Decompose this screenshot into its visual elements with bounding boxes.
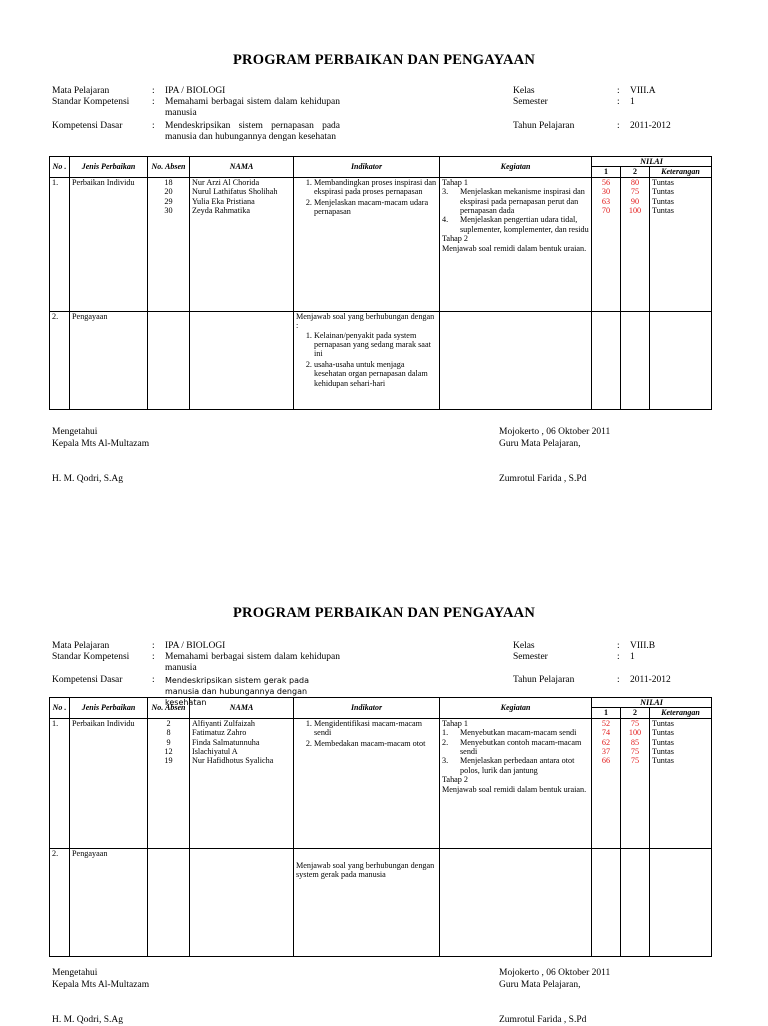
table-row — [50, 311, 712, 409]
row-nilai-2: 80 75 90 100 — [621, 177, 650, 311]
tahun-label: Tahun Pelajaran — [513, 675, 575, 685]
sign-left-2: Kepala Mts Al-Multazam — [52, 439, 150, 449]
kelas-value: VIII.A — [630, 86, 656, 96]
row-keterangan: Tuntas Tuntas Tuntas Tuntas Tuntas — [650, 718, 712, 848]
mapel-label: Mata Pelajaran — [52, 86, 110, 96]
header-kegiatan: Kegiatan — [440, 698, 592, 719]
sign-right-2: Guru Mata Pelajaran, — [499, 980, 581, 990]
kd-value: Mendeskripsikan sistem pernapasan pada manusia dan hubungannya dengan kesehatan — [165, 121, 340, 142]
sign-left-1: Mengetahui — [52, 427, 98, 437]
sign-left-2: Kepala Mts Al-Multazam — [52, 980, 150, 990]
sign-left-1: Mengetahui — [52, 968, 98, 978]
header-absen: No. Absen — [148, 698, 190, 719]
header-jenis: Jenis Perbaikan — [70, 698, 148, 719]
header-no: No . — [50, 698, 70, 719]
sign-right-1: Mojokerto , 06 Oktober 2011 — [499, 968, 611, 978]
header-indikator: Indikator — [294, 157, 440, 178]
table-row — [50, 848, 712, 956]
table-row — [50, 177, 712, 311]
document-page-2: PROGRAM PERBAIKAN DAN PENGAYAAN Mata Pelajaran : IPA / BIOLOGI Standar Kompetensi : Memahami berbagai sistem dalam kehidupan manusia Kompetensi Dasar : Mendeskripsikan sistem gerak pada manusia dan hubungannya dengan kesehatan Kelas : VIII.B Semester : 1 Tahun Pelajaran : 2011-2012 No . Jenis Perbaikan No. Absen NAMA Indikator Kegiatan NILAI 1 2 Keterangan 1. Perbaikan Individu 2 8 9 12 19 Alfiyanti Zulfaizah Fatimatuz Zahro Finda Salmatunnuha Islachiyatul A Nur Hafidhotus Syalicha 1. Mengidentifikasi macam-macam sendi 2. Membedakan macam-macam otot Tahap 1 1. Menyebutkan macam-macam sendi 2. Menyebutkan contoh macam-macam sendi 3. Menjelaskan perbedaan antara otot polos, lurik dan jantung Tahap 2 Menjawab soal remidi dalam bentuk uraian. 52 74 62 37 66 75 100 85 75 75 Tuntas Tuntas Tuntas Tuntas Tuntas 2. Pengayaan Menjawab soal yang berhubungan dengan system gerak pada manusia Mengetahui Kepala Mts Al-Multazam H. M. Qodri, S.Ag Mojokerto , 06 Oktober 2011 Guru Mata Pelajaran, Zumrotul Farida , S.Pd — [0, 512, 768, 1024]
table-row — [50, 718, 712, 848]
row-no: 1. — [50, 177, 70, 311]
kd-value: Mendeskripsikan sistem gerak pada manusia dan hubungannya dengan kesehatan — [165, 676, 309, 707]
row-jenis: Pengayaan — [70, 311, 148, 409]
header-nama: NAMA — [190, 157, 294, 178]
header-absen: No. Absen — [148, 157, 190, 178]
row-no: 1. — [50, 718, 70, 848]
header-nilai: NILAI — [592, 157, 712, 167]
sk-label: Standar Kompetensi — [52, 97, 130, 107]
row-nama: Alfiyanti Zulfaizah Fatimatuz Zahro Finda Salmatunnuha Islachiyatul A Nur Hafidhotus Syalicha — [190, 718, 294, 848]
header-kegiatan: Kegiatan — [440, 157, 592, 178]
row-nilai-1: 52 74 62 37 66 — [592, 718, 621, 848]
header-indikator: Indikator — [294, 698, 440, 719]
sign-right-name: Zumrotul Farida , S.Pd — [499, 474, 587, 484]
tahun-value: 2011-2012 — [630, 675, 671, 685]
header-nilai-1: 1 — [592, 708, 621, 718]
sk-value: Memahami berbagai sistem dalam kehidupan manusia — [165, 97, 340, 118]
header-jenis: Jenis Perbaikan — [70, 157, 148, 178]
header-no: No . — [50, 157, 70, 178]
row-kegiatan: Tahap 1 1. Menyebutkan macam-macam sendi 2. Menyebutkan contoh macam-macam sendi 3. Menjelaskan perbedaan antara otot polos, lurik dan jantung Tahap 2 Menjawab soal remidi dalam bentuk uraian. — [440, 718, 592, 848]
kd-label: Kompetensi Dasar — [52, 675, 123, 685]
row-nama: Nur Arzi Al Chorida Nurul Lathifatus Sholihah Yulia Eka Pristiana Zeyda Rahmatika — [190, 177, 294, 311]
row-nilai-2: 75 100 85 75 75 — [621, 718, 650, 848]
sk-value: Memahami berbagai sistem dalam kehidupan manusia — [165, 652, 340, 673]
kd-label: Kompetensi Dasar — [52, 121, 123, 131]
header-nama: NAMA — [190, 698, 294, 719]
header-nilai-1: 1 — [592, 167, 621, 177]
remedial-table — [49, 697, 712, 957]
mapel-value: IPA / BIOLOGI — [165, 641, 226, 651]
row-nilai-1: 56 30 63 70 — [592, 177, 621, 311]
sign-right-1: Mojokerto , 06 Oktober 2011 — [499, 427, 611, 437]
tahun-value: 2011-2012 — [630, 121, 671, 131]
row-jenis: Pengayaan — [70, 848, 148, 956]
sign-left-name: H. M. Qodri, S.Ag — [52, 1015, 123, 1025]
sign-right-2: Guru Mata Pelajaran, — [499, 439, 581, 449]
row-indikator: 1. Membandingkan proses inspirasi dan ekspirasi pada proses pernapasan 2. Menjelaskan macam-macam udara pernapasan — [294, 177, 440, 311]
semester-label: Semester — [513, 652, 548, 662]
row-no: 2. — [50, 848, 70, 956]
sign-left-name: H. M. Qodri, S.Ag — [52, 474, 123, 484]
header-nilai-2: 2 — [621, 708, 650, 718]
row-no: 2. — [50, 311, 70, 409]
kelas-label: Kelas — [513, 641, 535, 651]
row-absen: 2 8 9 12 19 — [148, 718, 190, 848]
mapel-label: Mata Pelajaran — [52, 641, 110, 651]
row-absen: 18 20 29 30 — [148, 177, 190, 311]
row-jenis: Perbaikan Individu — [70, 718, 148, 848]
sk-label: Standar Kompetensi — [52, 652, 130, 662]
document-page-1: PROGRAM PERBAIKAN DAN PENGAYAAN Mata Pelajaran : IPA / BIOLOGI Standar Kompetensi : Memahami berbagai sistem dalam kehidupan manusia Kompetensi Dasar : Mendeskripsikan sistem pernapasan pada manusia dan hubungannya dengan kesehatan Kelas : VIII.A Semester : 1 Tahun Pelajaran : 2011-2012 No . Jenis Perbaikan No. Absen NAMA Indikator Kegiatan NILAI 1 2 Keterangan 1. Perbaikan Individu 18 20 29 30 Nur Arzi Al Chorida Nurul Lathifatus Sholihah Yulia Eka Pristiana Zeyda Rahmatika 1. Membandingkan proses inspirasi dan ekspirasi pada proses pernapasan 2. Menjelaskan macam-macam udara pernapasan Tahap 1 3. Menjelaskan mekanisme inspirasi dan ekspirasi pada pernapasan perut dan pernapasan dada 4. Menjelaskan pengertian udara tidal, suplementer, komplementer, dan residu Tahap 2 Menjawab soal remidi dalam bentuk uraian. 56 30 63 70 80 75 90 100 Tuntas Tuntas Tuntas Tuntas 2. Pengayaan Menjawab soal yang berhubungan dengan : 1. Kelainan/penyakit pada system pernapasan yang sedang marak saat ini 2. usaha-usaha untuk menjaga kesehatan organ pernapasan dalam kehidupan sehari-hari Mengetahui Kepala Mts Al-Multazam H. M. Qodri, S.Ag Mojokerto , 06 Oktober 2011 Guru Mata Pelajaran, Zumrotul Farida , S.Pd — [0, 0, 768, 512]
row-indikator: Menjawab soal yang berhubungan dengan : 1. Kelainan/penyakit pada system pernapasan yang sedang marak saat ini 2. usaha-usaha untuk menjaga kesehatan organ pernapasan dalam kehidupan sehari-hari — [294, 311, 440, 409]
row-kegiatan: Tahap 1 3. Menjelaskan mekanisme inspirasi dan ekspirasi pada pernapasan perut dan pernapasan dada 4. Menjelaskan pengertian udara tidal, suplementer, komplementer, dan residu Tahap 2 Menjawab soal remidi dalam bentuk uraian. — [440, 177, 592, 311]
header-keterangan: Keterangan — [650, 708, 712, 718]
remedial-table — [49, 156, 712, 410]
row-indikator: Menjawab soal yang berhubungan dengan system gerak pada manusia — [294, 848, 440, 956]
row-indikator: 1. Mengidentifikasi macam-macam sendi 2. Membedakan macam-macam otot — [294, 718, 440, 848]
row-jenis: Perbaikan Individu — [70, 177, 148, 311]
kelas-value: VIII.B — [630, 641, 656, 651]
tahun-label: Tahun Pelajaran — [513, 121, 575, 131]
page-title: PROGRAM PERBAIKAN DAN PENGAYAAN — [233, 605, 535, 621]
kelas-label: Kelas — [513, 86, 535, 96]
header-keterangan: Keterangan — [650, 167, 712, 177]
row-keterangan: Tuntas Tuntas Tuntas Tuntas — [650, 177, 712, 311]
page-title: PROGRAM PERBAIKAN DAN PENGAYAAN — [233, 52, 535, 68]
header-nilai: NILAI — [592, 698, 712, 708]
semester-label: Semester — [513, 97, 548, 107]
sign-right-name: Zumrotul Farida , S.Pd — [499, 1015, 587, 1025]
semester-value: 1 — [630, 652, 635, 662]
mapel-value: IPA / BIOLOGI — [165, 86, 226, 96]
semester-value: 1 — [630, 97, 635, 107]
header-nilai-2: 2 — [621, 167, 650, 177]
